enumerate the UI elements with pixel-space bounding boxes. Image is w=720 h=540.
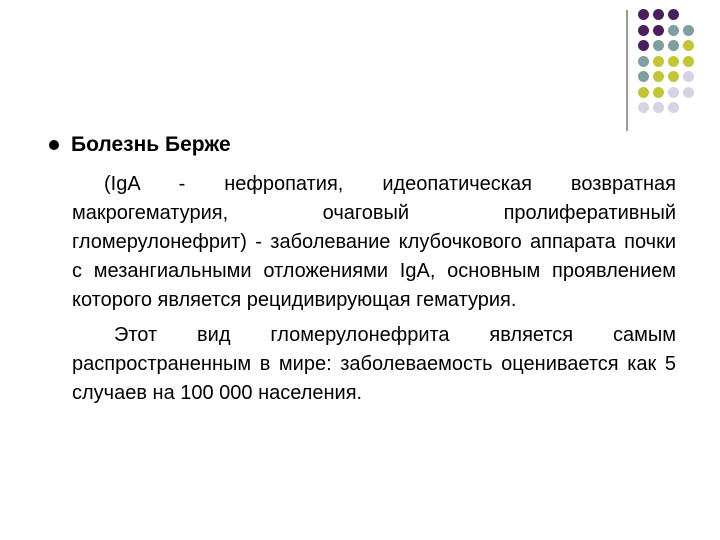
decorative-dot (653, 56, 664, 67)
decorative-dot (653, 40, 664, 51)
decorative-dot (668, 40, 679, 51)
decorative-dot (653, 87, 664, 98)
decorative-dot (638, 71, 649, 82)
vertical-divider (626, 10, 628, 131)
decorative-dot (683, 40, 694, 51)
paragraph-prevalence: Этот вид гломерулонефрита является самым распространенным в мире: заболеваемость оценивается как 5 случаев на 100 000 населения. (72, 324, 676, 404)
decorative-dot (668, 87, 679, 98)
decorative-dot (683, 87, 694, 98)
decorative-dot (638, 87, 649, 98)
decorative-dot (638, 102, 649, 113)
decorative-dot (683, 25, 694, 36)
decorative-dot (683, 56, 694, 67)
slide-body (72, 170, 676, 408)
decorative-dot-grid (638, 9, 706, 119)
bullet-heading-row (49, 132, 231, 158)
decorative-dot (668, 9, 679, 20)
paragraph-definition: (IgA - нефропатия, идеопатическая возвратная макрогематурия, очаговый пролиферативный гломерулонефрит) - заболевание клубочкового аппарата почки с мезангиальными отложениями IgA, основным проявлением которого является рецидивирующая гематурия. (72, 173, 676, 311)
decorative-dot (668, 102, 679, 113)
decorative-dot (638, 9, 649, 20)
decorative-dot (653, 9, 664, 20)
decorative-dot (683, 71, 694, 82)
decorative-dot (653, 25, 664, 36)
decorative-dot (638, 40, 649, 51)
decorative-dot (668, 56, 679, 67)
decorative-dot (668, 71, 679, 82)
decorative-dot (668, 25, 679, 36)
decorative-dot (653, 102, 664, 113)
decorative-dot (638, 25, 649, 36)
decorative-dot (638, 56, 649, 67)
slide-heading: Болезнь Берже (71, 133, 231, 156)
bullet-icon (49, 140, 59, 150)
decorative-dot (653, 71, 664, 82)
